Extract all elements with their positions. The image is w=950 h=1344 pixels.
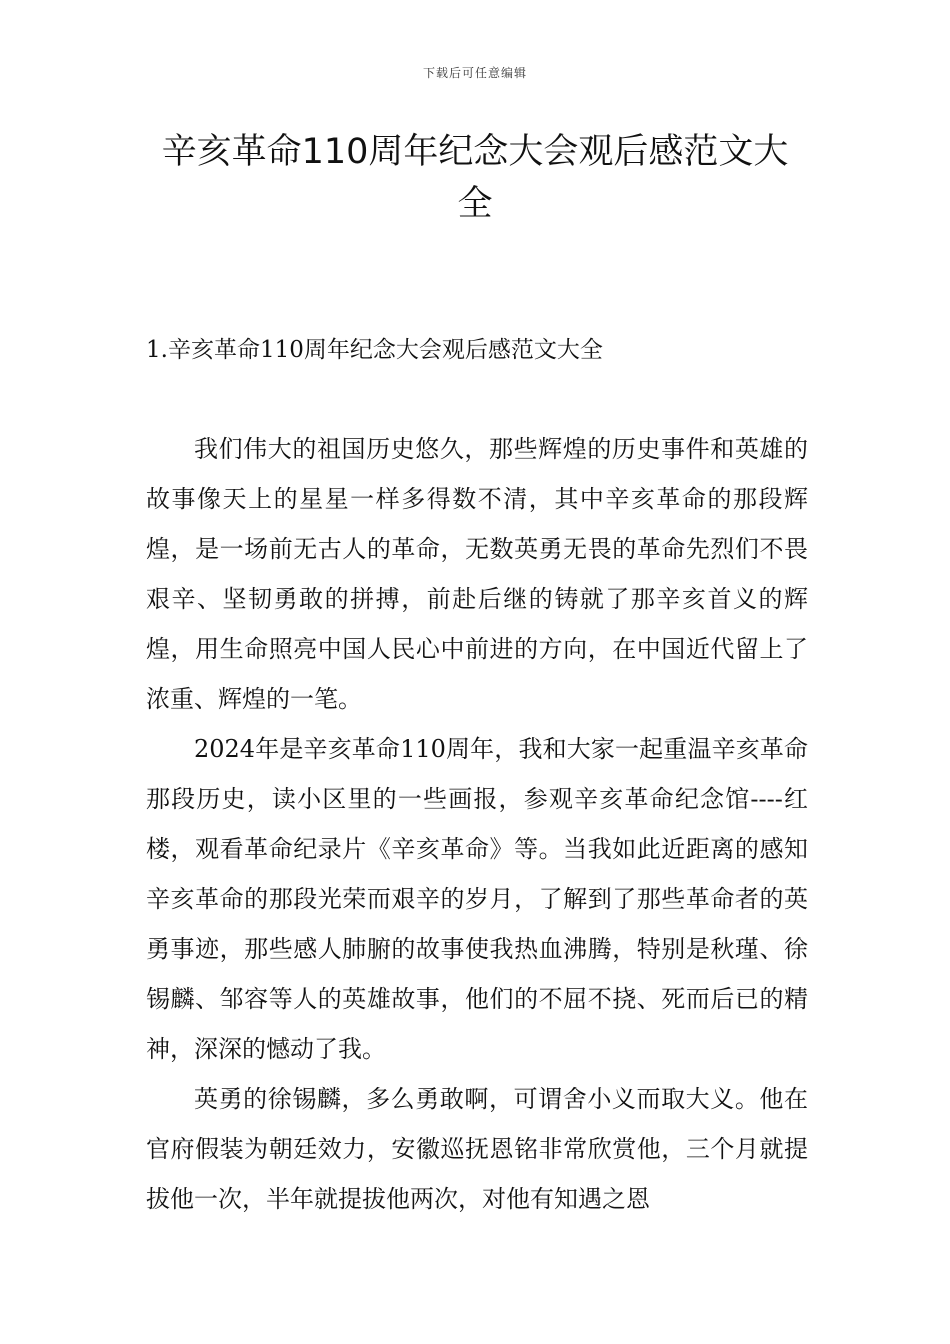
section-heading: 1.辛亥革命110周年纪念大会观后感范文大全 [146,337,603,363]
paragraph-3: 英勇的徐锡麟，多么勇敢啊，可谓舍小义而取大义。他在官府假装为朝廷效力，安徽巡抚恩铭非常欣赏他，三个月就提拔他一次，半年就提拔他两次，对他有知遇之恩 [146,1085,808,1213]
header-note: 下载后可任意编辑 [422,66,527,80]
document-body [146,424,808,1224]
paragraph-2: 2024年是辛亥革命110周年，我和大家一起重温辛亥革命那段历史，读小区里的一些画报，参观辛亥革命纪念馆----红楼，观看革命纪录片《辛亥革命》等。当我如此近距离的感知辛亥革命的那段光荣而艰辛的岁月，了解到了那些革命者的英勇事迹，那些感人肺腑的故事使我热血沸腾，特别是秋瑾、徐锡麟、邹容等人的英雄故事，他们的不屈不挠、死而后已的精神，深深的憾动了我。 [146,735,808,1063]
paragraph-1: 我们伟大的祖国历史悠久，那些辉煌的历史事件和英雄的故事像天上的星星一样多得数不清，其中辛亥革命的那段辉煌，是一场前无古人的革命，无数英勇无畏的革命先烈们不畏艰辛、坚韧勇敢的拼搏，前赴后继的铸就了那辛亥首义的辉煌，用生命照亮中国人民心中前进的方向，在中国近代留上了浓重、辉煌的一笔。 [146,435,808,713]
document-title: 辛亥革命110周年纪念大会观后感范文大全 [161,132,789,224]
